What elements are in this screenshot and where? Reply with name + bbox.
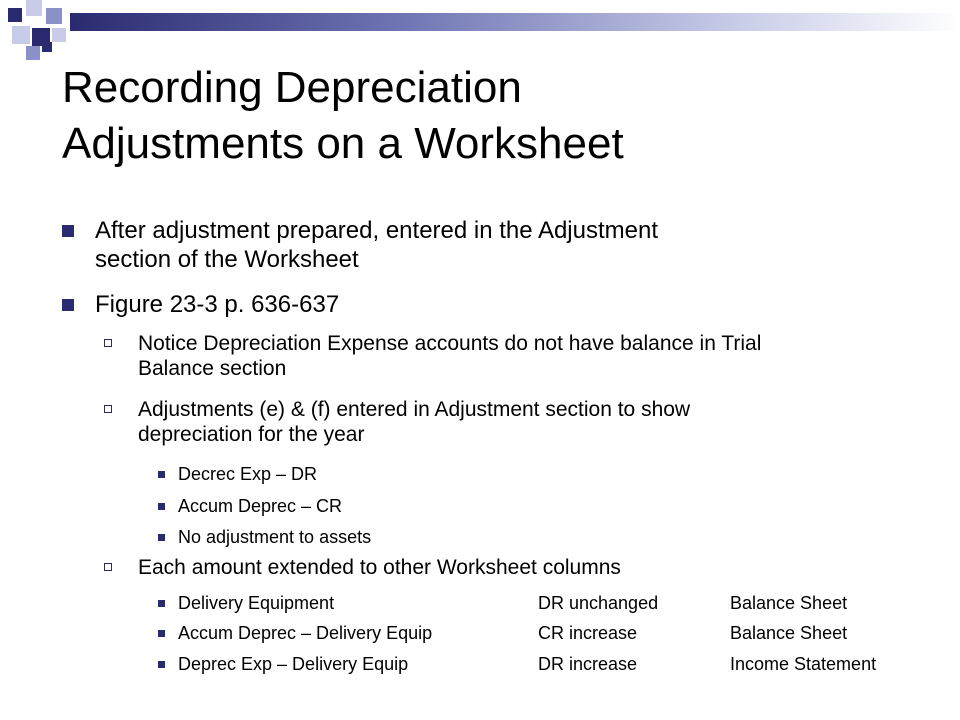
bullet-text-line: section of the Worksheet <box>95 246 359 273</box>
deco-square-2 <box>26 0 42 16</box>
hollow-square-bullet-icon <box>104 339 112 347</box>
small-square-bullet-icon <box>158 534 165 541</box>
deco-square-6 <box>52 28 66 42</box>
hollow-square-bullet-icon <box>104 405 112 413</box>
account-cell: Delivery Equipment <box>178 593 335 613</box>
statement-cell: Balance Sheet <box>730 623 848 643</box>
title-line-2: Adjustments on a Worksheet <box>62 119 624 168</box>
account-cell: Deprec Exp – Delivery Equip <box>178 654 409 674</box>
deco-square-1 <box>8 8 22 22</box>
small-square-bullet-icon <box>158 471 165 478</box>
bullet-square-icon <box>62 299 74 311</box>
small-square-bullet-icon <box>158 600 165 607</box>
change-cell: CR increase <box>538 623 638 643</box>
subbullet-text-line: Balance section <box>138 357 287 380</box>
title-line-1: Recording Depreciation <box>62 63 522 112</box>
change-cell: DR unchanged <box>538 593 659 613</box>
subsub-text: Accum Deprec – CR <box>178 496 343 516</box>
subbullet-text-line: Adjustments (e) & (f) entered in Adjustment section to show <box>138 398 691 421</box>
change-cell: DR increase <box>538 654 638 674</box>
deco-square-3 <box>46 8 62 24</box>
hollow-square-bullet-icon <box>104 563 112 571</box>
deco-square-4 <box>12 26 30 44</box>
bullet-text-line: After adjustment prepared, entered in the Adjustment <box>95 217 659 244</box>
small-square-bullet-icon <box>158 630 165 637</box>
statement-cell: Balance Sheet <box>730 593 848 613</box>
small-square-bullet-icon <box>158 661 165 668</box>
subbullet-text-line: Notice Depreciation Expense accounts do not have balance in Trial <box>138 332 762 355</box>
small-square-bullet-icon <box>158 503 165 510</box>
subbullet-text: Each amount extended to other Worksheet columns <box>138 556 621 579</box>
subsub-text: Decrec Exp – DR <box>178 464 318 484</box>
account-cell: Accum Deprec – Delivery Equip <box>178 623 433 643</box>
subsub-text: No adjustment to assets <box>178 527 372 547</box>
slide-title <box>62 60 922 172</box>
deco-square-8 <box>42 42 52 52</box>
header-gradient-bar <box>70 13 960 31</box>
statement-cell: Income Statement <box>730 654 877 674</box>
deco-square-7 <box>26 46 40 60</box>
bullet-text: Figure 23-3 p. 636-637 <box>95 291 340 318</box>
subbullet-text-line: depreciation for the year <box>138 423 365 446</box>
bullet-square-icon <box>62 225 74 237</box>
